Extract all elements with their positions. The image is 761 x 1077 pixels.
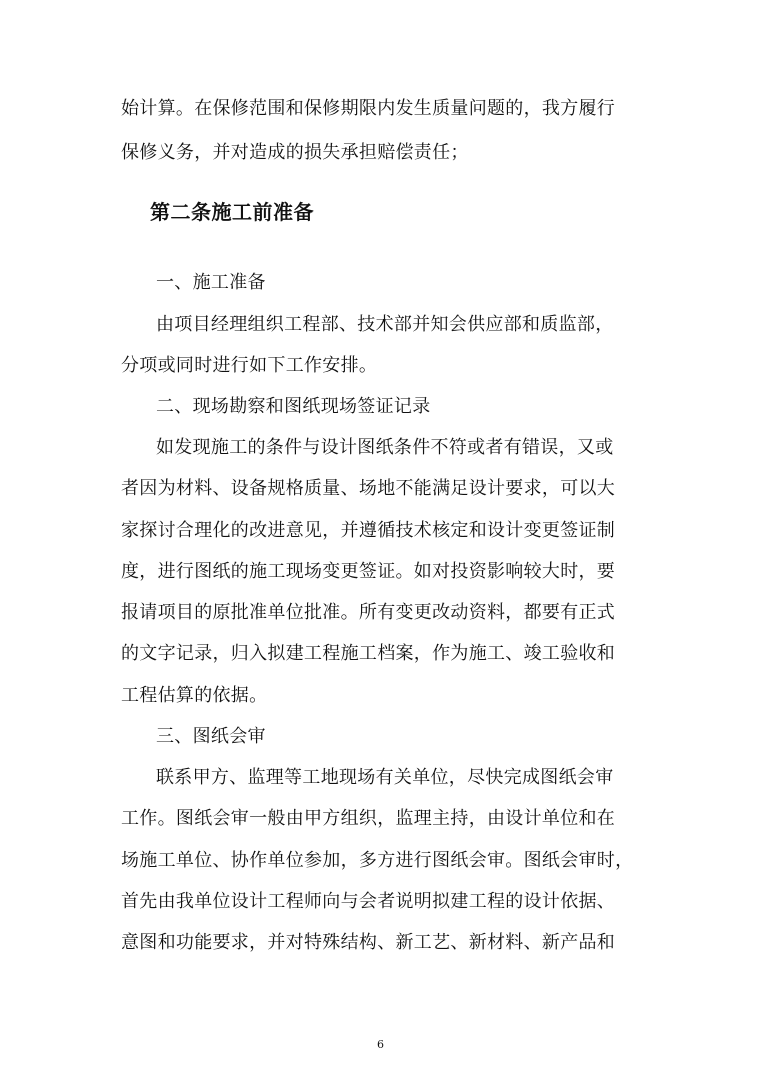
paragraph-line: 家探讨合理化的改进意见，并遵循技术核定和设计变更签证制 — [121, 520, 616, 541]
paragraph-line: 首先由我单位设计工程师向与会者说明拟建工程的设计依据、 — [121, 891, 616, 912]
paragraph-line: 意图和功能要求，并对特殊结构、新工艺、新材料、新产品和 — [121, 932, 616, 953]
paragraph-line: 场施工单位、协作单位参加，多方进行图纸会审。图纸会审时， — [121, 850, 634, 871]
subsection-heading: 一、施工准备 — [156, 272, 266, 293]
subsection-heading: 二、现场勘察和图纸现场签证记录 — [156, 396, 431, 417]
paragraph-line: 者因为材料、设备规格质量、场地不能满足设计要求，可以大 — [121, 478, 616, 499]
subsection-heading: 三、图纸会审 — [156, 726, 266, 747]
paragraph-line: 如发现施工的条件与设计图纸条件不符或者有错误，又或 — [156, 437, 614, 458]
paragraph-line: 报请项目的原批准单位批准。所有变更改动资料，都要有正式 — [121, 602, 616, 623]
paragraph-line: 的文字记录，归入拟建工程施工档案，作为施工、竣工验收和 — [121, 643, 616, 664]
paragraph-line: 工程估算的依据。 — [121, 685, 268, 706]
page-number: 6 — [377, 1038, 384, 1051]
section-title: 第二条施工前准备 — [150, 200, 314, 224]
paragraph-line: 工作。图纸会审一般由甲方组织，监理主持，由设计单位和在 — [121, 808, 616, 829]
paragraph-line: 保修义务，并对造成的损失承担赔偿责任； — [121, 142, 469, 163]
paragraph-line: 分项或同时进行如下工作安排。 — [121, 355, 378, 376]
paragraph-line: 度，进行图纸的施工现场变更签证。如对投资影响较大时，要 — [121, 561, 616, 582]
paragraph-line: 联系甲方、监理等工地现场有关单位，尽快完成图纸会审 — [156, 767, 614, 788]
paragraph-line: 由项目经理组织工程部、技术部并知会供应部和质监部， — [156, 314, 614, 335]
paragraph-line: 始计算。在保修范围和保修期限内发生质量问题的，我方履行 — [121, 98, 616, 119]
